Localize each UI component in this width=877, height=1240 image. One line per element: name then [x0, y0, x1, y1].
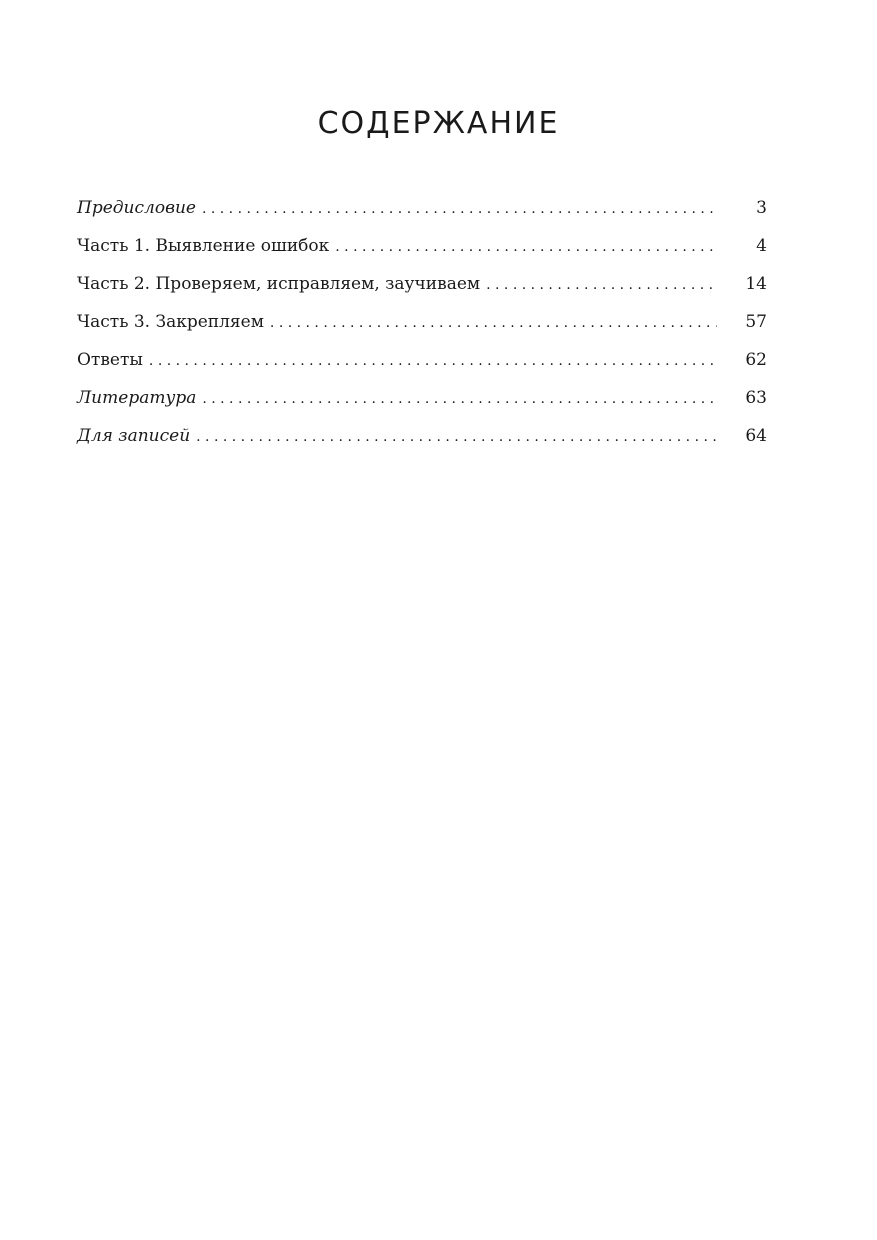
toc-entry-title: Для записей [77, 426, 191, 446]
toc-entry-preface[interactable] [77, 189, 767, 227]
toc-page-number: 3 [756, 198, 767, 218]
toc-entry-part-1[interactable] [77, 227, 767, 265]
page-title: СОДЕРЖАНИЕ [317, 106, 560, 141]
dot-leader [270, 304, 717, 342]
toc-entry-title: Часть 3. Закрепляем [77, 312, 264, 332]
toc-entry-literature[interactable] [77, 379, 767, 417]
dot-leader [202, 190, 717, 228]
toc-entry-notes[interactable] [77, 417, 767, 455]
toc-entry-title: Ответы [77, 350, 143, 370]
toc-entry-answers[interactable] [77, 341, 767, 379]
toc-entry-title: Часть 1. Выявление ошибок [77, 236, 330, 256]
dot-leader [196, 418, 717, 456]
toc-entry-title: Предисловие [77, 198, 196, 218]
toc-page-number: 64 [745, 426, 767, 446]
toc-page-number: 4 [756, 236, 767, 256]
dot-leader [149, 342, 717, 380]
dot-leader [335, 228, 717, 266]
toc-entry-part-3[interactable] [77, 303, 767, 341]
toc-page-number: 14 [745, 274, 767, 294]
toc-entry-part-2[interactable] [77, 265, 767, 303]
table-of-contents [77, 189, 767, 455]
toc-page-number: 63 [745, 388, 767, 408]
dot-leader [486, 266, 717, 304]
toc-entry-title: Часть 2. Проверяем, исправляем, заучиваем [77, 274, 481, 294]
toc-page-number: 57 [745, 312, 767, 332]
toc-page-number: 62 [745, 350, 767, 370]
dot-leader [202, 380, 717, 418]
toc-entry-title: Литература [77, 388, 197, 408]
